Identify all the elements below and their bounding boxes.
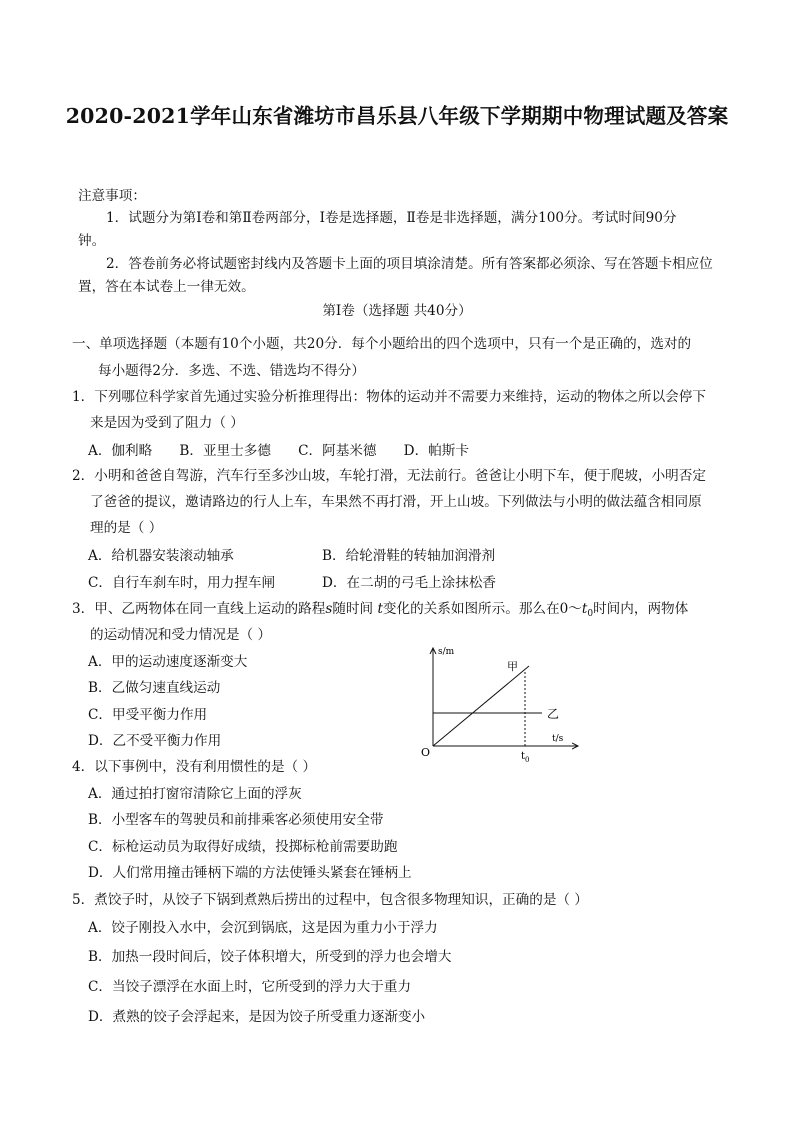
notice-item-2-line-1: 2．答卷前务必将试题密封线内及答题卡上面的项目填涂清楚。所有答案都必须涂、写在答题卡相应位 — [106, 256, 713, 272]
q4-option-b: B．小型客车的驾驶员和前排乘客必须使用安全带 — [88, 812, 384, 828]
q5-option-c: C．当饺子漂浮在水面上时，它所受到的浮力大于重力 — [88, 979, 412, 995]
q3-stem-line-2: 的运动情况和受力情况是（ ） — [90, 627, 272, 643]
q3-stem-text-d: 时间内，两物体 — [593, 601, 689, 617]
q5-option-a: A．饺子刚投入水中，会沉到锅底，这是因为重力小于浮力 — [88, 920, 438, 936]
q5-option-d: D．煮熟的饺子会浮起来，是因为饺子所受重力逐渐变小 — [88, 1009, 426, 1025]
q3-symbol-t0-sub: 0 — [587, 609, 594, 619]
q1-options: A．伽利略 B．亚里士多德 C．阿基米德 D．帕斯卡 — [88, 443, 469, 459]
q3-symbol-t: t — [377, 601, 383, 617]
origin-label: O — [421, 746, 431, 759]
q1-stem-line-1: 1．下列哪位科学家首先通过实验分析推理得出：物体的运动并不需要力来维持，运动的物体之所以会停下 — [72, 389, 706, 405]
line-jia — [433, 666, 529, 746]
q5-stem: 5．煮饺子时，从饺子下锅到煮熟后捞出的过程中，包含很多物理知识，正确的是（ ） — [72, 892, 588, 908]
line-jia-label: 甲 — [507, 660, 518, 673]
notice-item-2-line-2: 置，答在本试卷上一律无效。 — [78, 279, 255, 295]
q3-symbol-t0: t — [581, 601, 588, 617]
notice-item-1-line-2: 钟。 — [78, 233, 106, 249]
q1-stem-line-2: 来是因为受到了阻力（ ） — [90, 415, 244, 431]
q3-option-d: D．乙不受平衡力作用 — [88, 733, 222, 749]
notice-heading: 注意事项： — [78, 188, 146, 204]
q3-stem-text-a: 3．甲、乙两物体在同一直线上运动的路程 — [72, 601, 326, 617]
q3-st-graph — [418, 640, 608, 780]
q4-stem: 4．以下事例中，没有利用惯性的是（ ） — [72, 759, 317, 775]
part-one-line-1: 一、单项选择题（本题有10个小题，共20分．每个小题给出的四个选项中，只有一个是正确的，选对的 — [72, 336, 692, 352]
q2-stem-line-3: 理的是（ ） — [90, 520, 163, 536]
q4-option-c: C．标枪运动员为取得好成绩，投掷标枪前需要助跑 — [88, 839, 398, 855]
q2-option-a: A．给机器安装滚动轴承 — [88, 548, 234, 564]
part-one-line-2: 每小题得2分．多选、不选、错选均不得分） — [98, 363, 365, 379]
q3-stem-text-b: 随时间 — [332, 601, 374, 617]
q2-option-c: C．自行车刹车时，用力捏车闸 — [88, 575, 276, 591]
section-heading: 第Ⅰ卷（选择题 共40分） — [322, 303, 472, 319]
x-axis-label: t/s — [552, 734, 564, 744]
q3-stem-line-1 — [72, 599, 688, 624]
q3-option-c: C．甲受平衡力作用 — [88, 707, 208, 723]
q3-option-b: B．乙做匀速直线运动 — [88, 680, 221, 696]
q3-option-a: A．甲的运动速度逐渐变大 — [88, 654, 248, 670]
q4-option-d: D．人们常用撞击锤柄下端的方法使锤头紧套在锤柄上 — [88, 865, 412, 881]
q4-option-a: A．通过拍打窗帘清除它上面的浮灰 — [88, 786, 302, 802]
t0-label — [521, 751, 530, 764]
line-yi-label: 乙 — [547, 707, 560, 721]
q3-stem-text-c: 变化的关系如图所示。那么在0～ — [382, 601, 582, 617]
y-axis-label: s/m — [438, 647, 455, 657]
q3-symbol-s: s — [325, 601, 333, 617]
t0-label-sub: 0 — [525, 756, 530, 764]
notice-item-1-line-1: 1．试题分为第Ⅰ卷和第Ⅱ卷两部分，Ⅰ卷是选择题，Ⅱ卷是非选择题，满分100分。考试时间90分 — [106, 210, 677, 226]
q5-option-b: B．加热一段时间后，饺子体积增大，所受到的浮力也会增大 — [88, 949, 452, 965]
q2-stem-line-2: 了爸爸的提议，邀请路边的行人上车，车果然不再打滑，开上山坡。下列做法与小明的做法蕴含相同原 — [90, 494, 702, 510]
page-title: 2020-2021学年山东省潍坊市昌乐县八年级下学期期中物理试题及答案 — [65, 104, 729, 128]
q2-option-d: D．在二胡的弓毛上涂抹松香 — [322, 575, 497, 591]
q2-stem-line-1: 2．小明和爸爸自驾游，汽车行至多沙山坡，车轮打滑，无法前行。爸爸让小明下车，便于爬坡，小明否定 — [72, 468, 706, 484]
t0-label-t: t — [521, 751, 526, 762]
q2-option-b: B．给轮滑鞋的转轴加润滑剂 — [322, 548, 496, 564]
